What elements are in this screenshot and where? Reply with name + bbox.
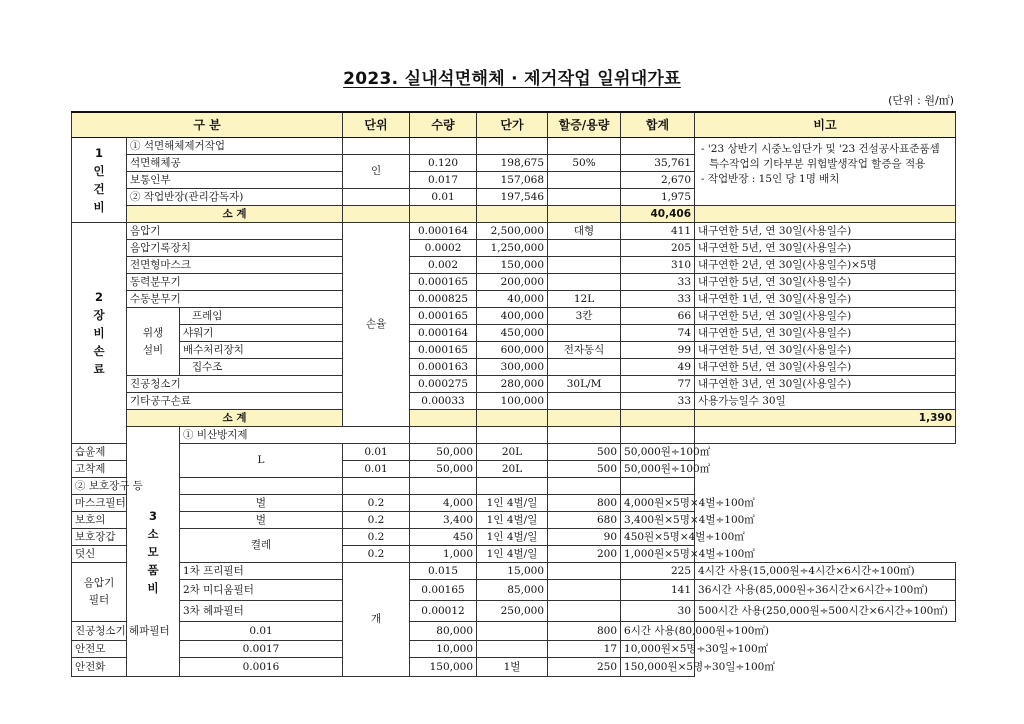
table-row: 보통인부 0.017 157,068 2,670 (72, 172, 956, 189)
table-row: 고착제 0.01 50,000 20L 500 50,000원÷100㎡ (72, 461, 956, 478)
table-row: 3차 헤파필터 0.00012 250,000 30 500시간 사용(250,000원÷500시간×6시간÷100㎡) (72, 601, 956, 622)
section-label: 3 소 모 품 비 (127, 427, 180, 677)
header-row (72, 112, 956, 138)
table-row: 전면형마스크 0.002 150,000 310 내구연한 2년, 연 30일(사용일수)×5명 (72, 257, 956, 274)
subtotal-row: 소 계 40,406 (72, 206, 956, 223)
unit-label: (단위 : 원/㎡) (888, 94, 954, 107)
table-row (72, 138, 956, 155)
header-total: 합계 (621, 112, 695, 138)
table-row: 동력분무기 0.000165 200,000 33 내구연한 5년, 연 30일(사용일수) (72, 274, 956, 291)
group-label: ① 석면해체제거작업 (127, 138, 343, 155)
table-row: ② 작업반장(관리감독자) 0.01 197,546 1,975 (72, 189, 956, 206)
table-row: 습윤제 L 0.01 50,000 20L 500 50,000원÷100㎡ (72, 444, 956, 461)
section-label: 1 인 건 비 (72, 138, 127, 223)
table-row: ② 보호장구 등 (72, 478, 956, 495)
table-row: 안전모 0.0017 10,000 17 10,000원×5명÷30일÷100㎡ (72, 641, 956, 658)
table-row: 보호의 벌 0.2 3,400 1인 4벌/일 680 3,400원×5명×4벌÷100㎡ (72, 512, 956, 529)
unit-price-table (71, 111, 956, 677)
header-unit: 단위 (343, 112, 410, 138)
table-row: 2차 미디움필터 0.00165 85,000 141 36시간 사용(85,000원÷36시간×6시간÷100㎡) (72, 580, 956, 601)
header-price: 단가 (477, 112, 548, 138)
table-row: 음압기록장치 0.0002 1,250,000 205 내구연한 5년, 연 30일(사용일수) (72, 240, 956, 257)
table-row: 덧신 0.2 1,000 1인 4벌/일 200 1,000원×5명×4벌÷100㎡ (72, 546, 956, 563)
table-row: 위생 설비 프레임 0.000165 400,000 3칸 66 내구연한 5년, 연 30일(사용일수) (72, 308, 956, 325)
table-row: 수동분무기 0.000825 40,000 12L 33 내구연한 1년, 연 30일(사용일수) (72, 291, 956, 308)
table-row: 석면해체공 인 0.120 198,675 50% 35,761 (72, 155, 956, 172)
section-label: 2 장 비 손 료 (72, 223, 127, 444)
table-row: 보호장갑 켤레 0.2 450 1인 4벌/일 90 450원×5명×4벌÷100㎡ (72, 529, 956, 546)
table-row: 기타공구손료 0.00033 100,000 33 사용가능일수 30일 (72, 393, 956, 410)
table-row: 3 소 모 품 비 ① 비산방지제 (72, 427, 956, 444)
table-row: 집수조 0.000163 300,000 49 내구연한 5년, 연 30일(사용일수) (72, 359, 956, 376)
header-category: 구 분 (72, 112, 343, 138)
table-row: 진공청소기 0.000275 280,000 30L/M 77 내구연한 3년, 연 30일(사용일수) (72, 376, 956, 393)
subtotal-row: 소 계 1,390 (72, 410, 956, 427)
remark-cell: - '23 상반기 시중노임단가 및 '23 건설공사표준품셈 특수작업의 기타부분 위험발생작업 할증을 적용 - 작업반장 : 15인 당 1명 배치 (695, 138, 956, 206)
table-row: 마스크필터 벌 0.2 4,000 1인 4벌/일 800 4,000원×5명×4벌÷100㎡ (72, 495, 956, 512)
header-extra: 할증/용량 (548, 112, 621, 138)
table-row: 안전화 0.0016 150,000 1벌 250 150,000원×5명÷30일÷100㎡ (72, 658, 956, 677)
hygiene-group-label: 위생 설비 (127, 308, 180, 376)
header-note: 비고 (695, 112, 956, 138)
page-title: 2023. 실내석면해체 · 제거작업 일위대가표 (343, 69, 681, 89)
table-row: 배수처리장치 0.000165 600,000 전자동식 99 내구연한 5년, 연 30일(사용일수) (72, 342, 956, 359)
table-row: 진공청소기 헤파필터 0.01 80,000 800 6시간 사용(80,000원÷100㎡) (72, 622, 956, 641)
table-row: 샤워기 0.000164 450,000 74 내구연한 5년, 연 30일(사용일수) (72, 325, 956, 342)
filter-group-label: 음압기 필터 (72, 563, 127, 622)
table-row: 2 장 비 손 료 음압기 손율 0.000164 2,500,000 대형 411 내구연한 5년, 연 30일(사용일수) (72, 223, 956, 240)
header-qty: 수량 (410, 112, 477, 138)
table-row: 음압기 필터 1차 프리필터 개 0.015 15,000 225 4시간 사용(15,000원÷4시간×6시간÷100㎡) (72, 563, 956, 580)
